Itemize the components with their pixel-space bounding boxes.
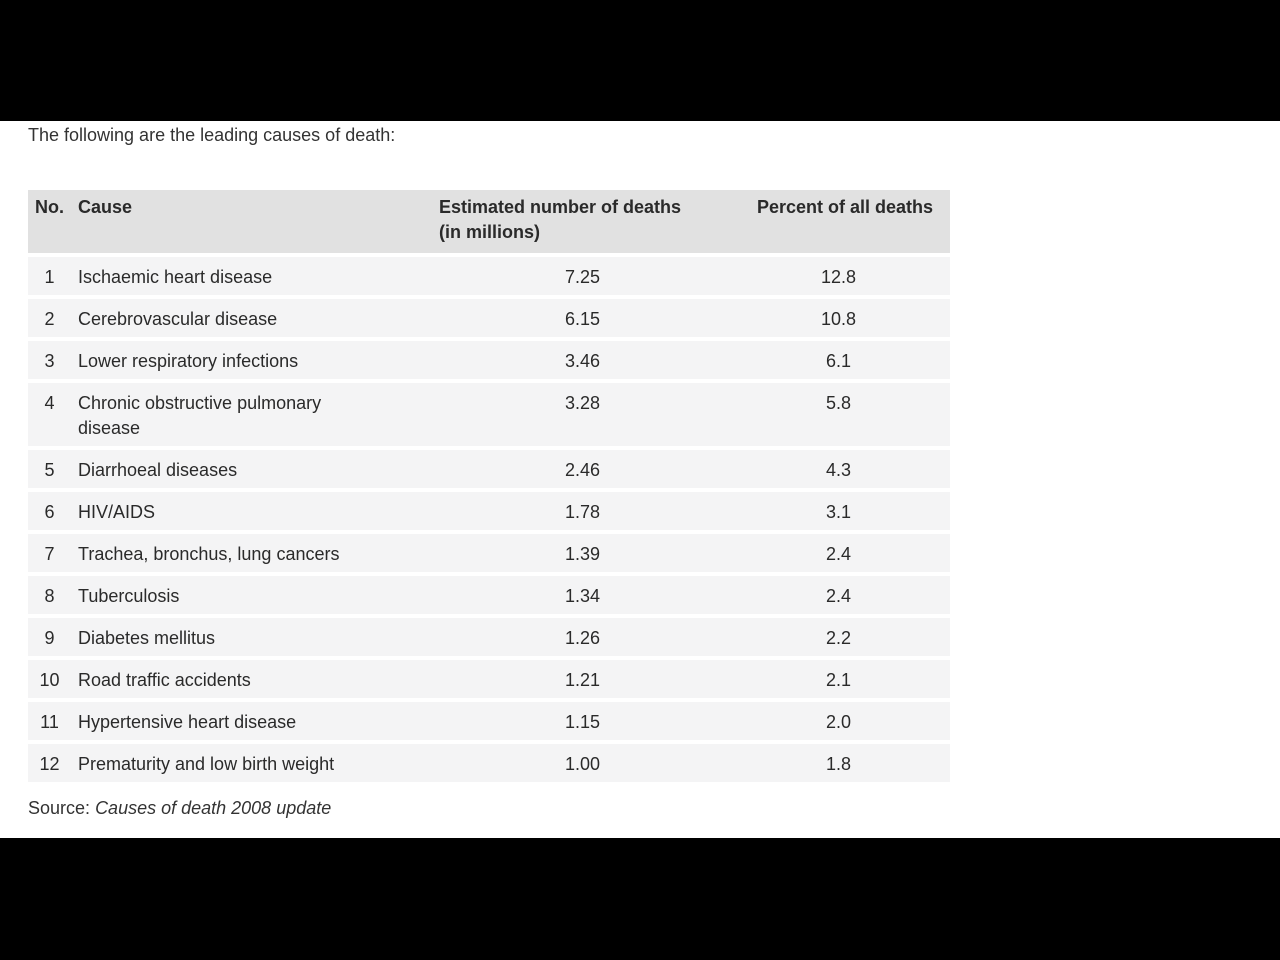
- table-row: [28, 702, 950, 740]
- cell-no: 10: [28, 660, 71, 698]
- table-row: [28, 534, 950, 572]
- cell-estimated: 1.00: [371, 744, 734, 782]
- cell-percent: 2.1: [734, 660, 950, 698]
- top-black-bar: [0, 0, 1280, 121]
- table-row: [28, 450, 950, 488]
- cell-no: 4: [28, 383, 71, 446]
- source-title: Causes of death 2008 update: [95, 798, 332, 818]
- cell-cause: Diabetes mellitus: [71, 618, 371, 656]
- cell-no: 9: [28, 618, 71, 656]
- cell-percent: 6.1: [734, 341, 950, 379]
- cell-percent: 12.8: [734, 257, 950, 295]
- bottom-black-bar: [0, 838, 1280, 960]
- table-row: [28, 383, 950, 446]
- source-label: Source:: [28, 798, 91, 818]
- header-cause: Cause: [71, 190, 371, 253]
- cell-no: 7: [28, 534, 71, 572]
- cell-no: 2: [28, 299, 71, 337]
- table-row: [28, 299, 950, 337]
- cell-percent: 2.2: [734, 618, 950, 656]
- cell-estimated: 7.25: [371, 257, 734, 295]
- cell-cause: HIV/AIDS: [71, 492, 371, 530]
- cell-cause: Chronic obstructive pulmonary disease: [71, 383, 371, 446]
- table-header: [28, 190, 950, 253]
- cell-no: 1: [28, 257, 71, 295]
- cell-percent: 5.8: [734, 383, 950, 446]
- cell-cause: Tuberculosis: [71, 576, 371, 614]
- cell-cause: Diarrhoeal diseases: [71, 450, 371, 488]
- table-row: [28, 618, 950, 656]
- table-row: [28, 341, 950, 379]
- intro-text: The following are the leading causes of death:: [28, 125, 396, 145]
- cell-no: 6: [28, 492, 71, 530]
- cell-cause: Cerebrovascular disease: [71, 299, 371, 337]
- cell-percent: 2.4: [734, 534, 950, 572]
- table-row: [28, 257, 950, 295]
- cell-cause: Ischaemic heart disease: [71, 257, 371, 295]
- cell-estimated: 1.26: [371, 618, 734, 656]
- table-row: [28, 660, 950, 698]
- cell-estimated: 1.15: [371, 702, 734, 740]
- cell-no: 12: [28, 744, 71, 782]
- table-body: [28, 257, 950, 782]
- cell-cause: Prematurity and low birth weight: [71, 744, 371, 782]
- cell-percent: 2.0: [734, 702, 950, 740]
- header-percent: Percent of all deaths: [734, 190, 950, 253]
- cell-cause: Hypertensive heart disease: [71, 702, 371, 740]
- cell-estimated: 3.28: [371, 383, 734, 446]
- cell-cause: Trachea, bronchus, lung cancers: [71, 534, 371, 572]
- cell-estimated: 1.21: [371, 660, 734, 698]
- header-estimated-deaths: Estimated number of deaths (in millions): [371, 190, 734, 253]
- cell-estimated: 1.34: [371, 576, 734, 614]
- cell-estimated: 2.46: [371, 450, 734, 488]
- cell-percent: 1.8: [734, 744, 950, 782]
- cell-cause: Lower respiratory infections: [71, 341, 371, 379]
- cell-no: 8: [28, 576, 71, 614]
- cell-estimated: 1.39: [371, 534, 734, 572]
- cell-no: 3: [28, 341, 71, 379]
- header-row: [28, 190, 950, 253]
- table-row: [28, 492, 950, 530]
- cell-percent: 2.4: [734, 576, 950, 614]
- table-row: [28, 576, 950, 614]
- cell-estimated: 3.46: [371, 341, 734, 379]
- document-content: [0, 121, 1280, 838]
- cell-estimated: 6.15: [371, 299, 734, 337]
- source-citation: [28, 797, 331, 819]
- header-no: No.: [28, 190, 71, 253]
- cell-estimated: 1.78: [371, 492, 734, 530]
- cell-percent: 10.8: [734, 299, 950, 337]
- cell-no: 5: [28, 450, 71, 488]
- cell-no: 11: [28, 702, 71, 740]
- cell-cause: Road traffic accidents: [71, 660, 371, 698]
- causes-of-death-table: [28, 186, 950, 786]
- table-row: [28, 744, 950, 782]
- cell-percent: 4.3: [734, 450, 950, 488]
- cell-percent: 3.1: [734, 492, 950, 530]
